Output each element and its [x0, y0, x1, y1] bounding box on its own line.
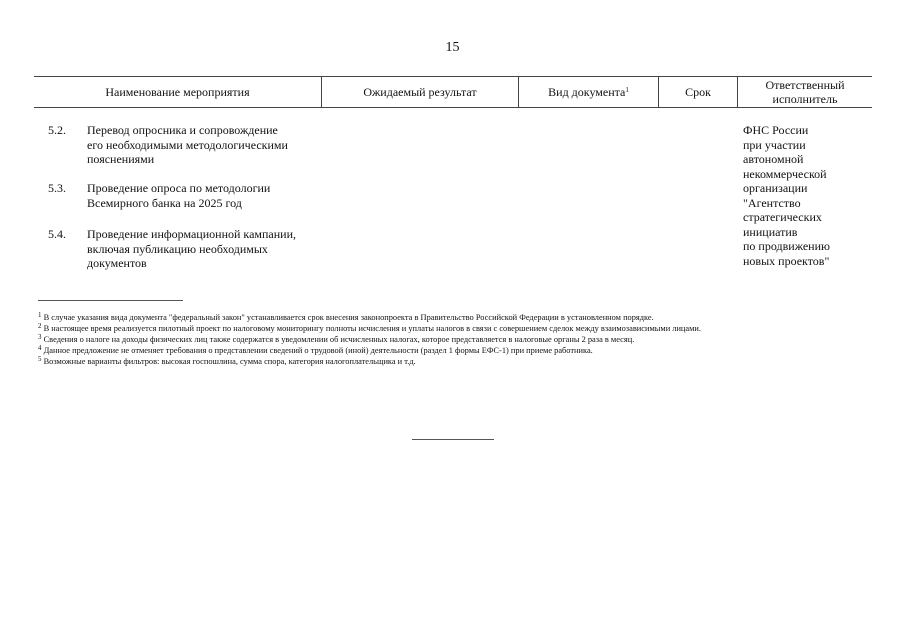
footnote [38, 345, 873, 356]
footnote-text: Возможные варианты фильтров: высокая госпошлина, сумма спора, категория налогоплательщика и т.д. [43, 357, 416, 366]
row-title [87, 227, 322, 271]
row-title-line: пояснениями [87, 152, 155, 166]
footnote [38, 334, 873, 345]
row-title-line: Перевод опросника и сопровождение [87, 123, 278, 137]
footnote-ref-1: 1 [625, 86, 629, 94]
row-title-line: Всемирного банка на 2025 год [87, 195, 242, 210]
responsible-line: новых проектов" [743, 253, 830, 268]
responsible-line: организации [743, 181, 808, 195]
responsible-line: "Агентство [743, 195, 801, 210]
header-expected-result: Ожидаемый результат [322, 77, 519, 107]
responsible-line: автономной [743, 152, 804, 166]
row-title [87, 181, 322, 210]
footnote-text: Сведения о налоге на доходы физических лиц также содержатся в уведомлении об исчисленных налогах, которое представляется в налоговые органы 2 раза в месяц. [43, 335, 635, 344]
row-title [87, 123, 322, 167]
footnotes [38, 312, 873, 367]
row-title-line: Проведение опроса по методологии [87, 181, 271, 195]
responsible-line: при участии [743, 137, 806, 152]
responsible-line: стратегических [743, 210, 822, 224]
row-title-line: документов [87, 256, 147, 270]
footnote-number: 1 [38, 311, 42, 319]
footnote [38, 312, 873, 323]
header-responsible-line-2: исполнитель [772, 92, 838, 106]
responsible-line: инициатив [743, 224, 798, 239]
footnote-separator [38, 300, 183, 301]
row-title-line: его необходимыми методологическими [87, 137, 288, 152]
footnote-text: Данное предложение не отменяет требования о представлении сведений о трудовой (иной) деятельности (раздел 1 формы ЕФС-1) при приеме работника. [43, 346, 593, 355]
header-deadline: Срок [659, 77, 738, 107]
header-activity-name: Наименование мероприятия [34, 77, 322, 107]
responsible-line: по продвижению [743, 239, 830, 253]
footnote-number: 2 [38, 322, 42, 330]
responsible-line: некоммерческой [743, 166, 827, 181]
responsible-executor [743, 123, 863, 268]
header-document-type-label: Вид документа [548, 85, 626, 99]
footnote [38, 356, 873, 367]
responsible-line: ФНС России [743, 123, 809, 137]
page-number: 15 [445, 40, 460, 55]
footnote [38, 323, 873, 334]
footnote-number: 5 [38, 355, 42, 363]
footnote-text: В настоящее время реализуется пилотный проект по налоговому мониторингу полноты исчисления и уплаты налогов в связи с совершением сделок между взаимозависимыми лицами. [43, 324, 702, 333]
row-title-line: Проведение информационной кампании, [87, 227, 296, 241]
row-title-line: включая публикацию необходимых [87, 241, 268, 256]
row-number: 5.3. [48, 181, 66, 195]
footnote-text: В случае указания вида документа "федеральный закон" устанавливается срок внесения законопроекта в Правительство Российской Федерации в установленном порядке. [43, 313, 654, 322]
end-of-document-line [412, 439, 494, 440]
row-number: 5.4. [48, 227, 66, 241]
table-header [34, 76, 872, 108]
footnote-number: 4 [38, 344, 42, 352]
footnote-number: 3 [38, 333, 42, 341]
row-number: 5.2. [48, 123, 66, 137]
header-document-type [519, 77, 659, 107]
header-responsible [738, 77, 872, 107]
header-responsible-line-1: Ответственный [765, 78, 845, 92]
